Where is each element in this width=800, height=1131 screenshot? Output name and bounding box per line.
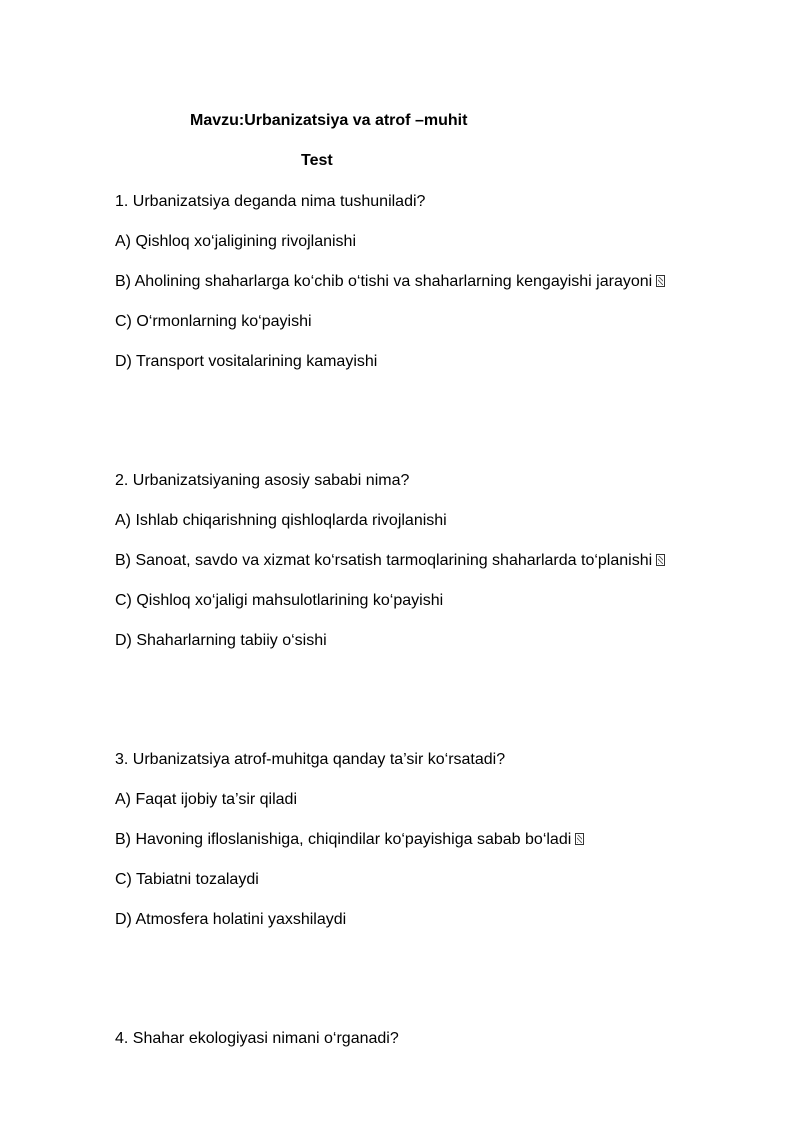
question-2-option-b-text: B) Sanoat, savdo va xizmat ko‘rsatish tarmoqlarining shaharlarda to‘planishi [115, 552, 653, 569]
question-2-option-c: C) Qishloq xo‘jaligi mahsulotlarining ko‘payishi [115, 592, 444, 609]
missing-glyph-box-icon [656, 554, 665, 566]
question-1-option-c: C) O‘rmonlarning ko‘payishi [115, 313, 312, 330]
question-2-option-d: D) Shaharlarning tabiiy o‘sishi [115, 632, 327, 649]
question-3-option-d: D) Atmosfera holatini yaxshilaydi [115, 911, 347, 928]
question-1-option-a: A) Qishloq xo‘jaligining rivojlanishi [115, 233, 356, 250]
question-3: 3. Urbanizatsiya atrof-muhitga qanday ta’sir ko‘rsatadi? [115, 751, 506, 768]
question-3-option-b-text: B) Havoning ifloslanishiga, chiqindilar ko‘payishiga sabab bo‘ladi [115, 831, 572, 848]
question-2-option-b [115, 551, 665, 571]
question-4: 4. Shahar ekologiyasi nimani o‘rganadi? [115, 1030, 399, 1047]
question-3-option-a: A) Faqat ijobiy ta’sir qiladi [115, 791, 298, 808]
question-1-option-d: D) Transport vositalarining kamayishi [115, 353, 378, 370]
question-2: 2. Urbanizatsiyaning asosiy sababi nima? [115, 472, 410, 489]
missing-glyph-box-icon [656, 275, 665, 287]
question-2-option-a: A) Ishlab chiqarishning qishloqlarda rivojlanishi [115, 512, 447, 529]
question-1: 1. Urbanizatsiya deganda nima tushuniladi? [115, 193, 426, 210]
question-1-option-b [115, 272, 665, 292]
question-1-option-b-text: B) Aholining shaharlarga ko‘chib o‘tishi va shaharlarning kengayishi jarayoni [115, 273, 653, 290]
document-subtitle: Test [301, 152, 333, 169]
document-title: Mavzu:Urbanizatsiya va atrof –muhit [190, 112, 468, 129]
question-3-option-c: C) Tabiatni tozalaydi [115, 871, 259, 888]
question-3-option-b [115, 830, 584, 850]
missing-glyph-box-icon [575, 833, 584, 845]
